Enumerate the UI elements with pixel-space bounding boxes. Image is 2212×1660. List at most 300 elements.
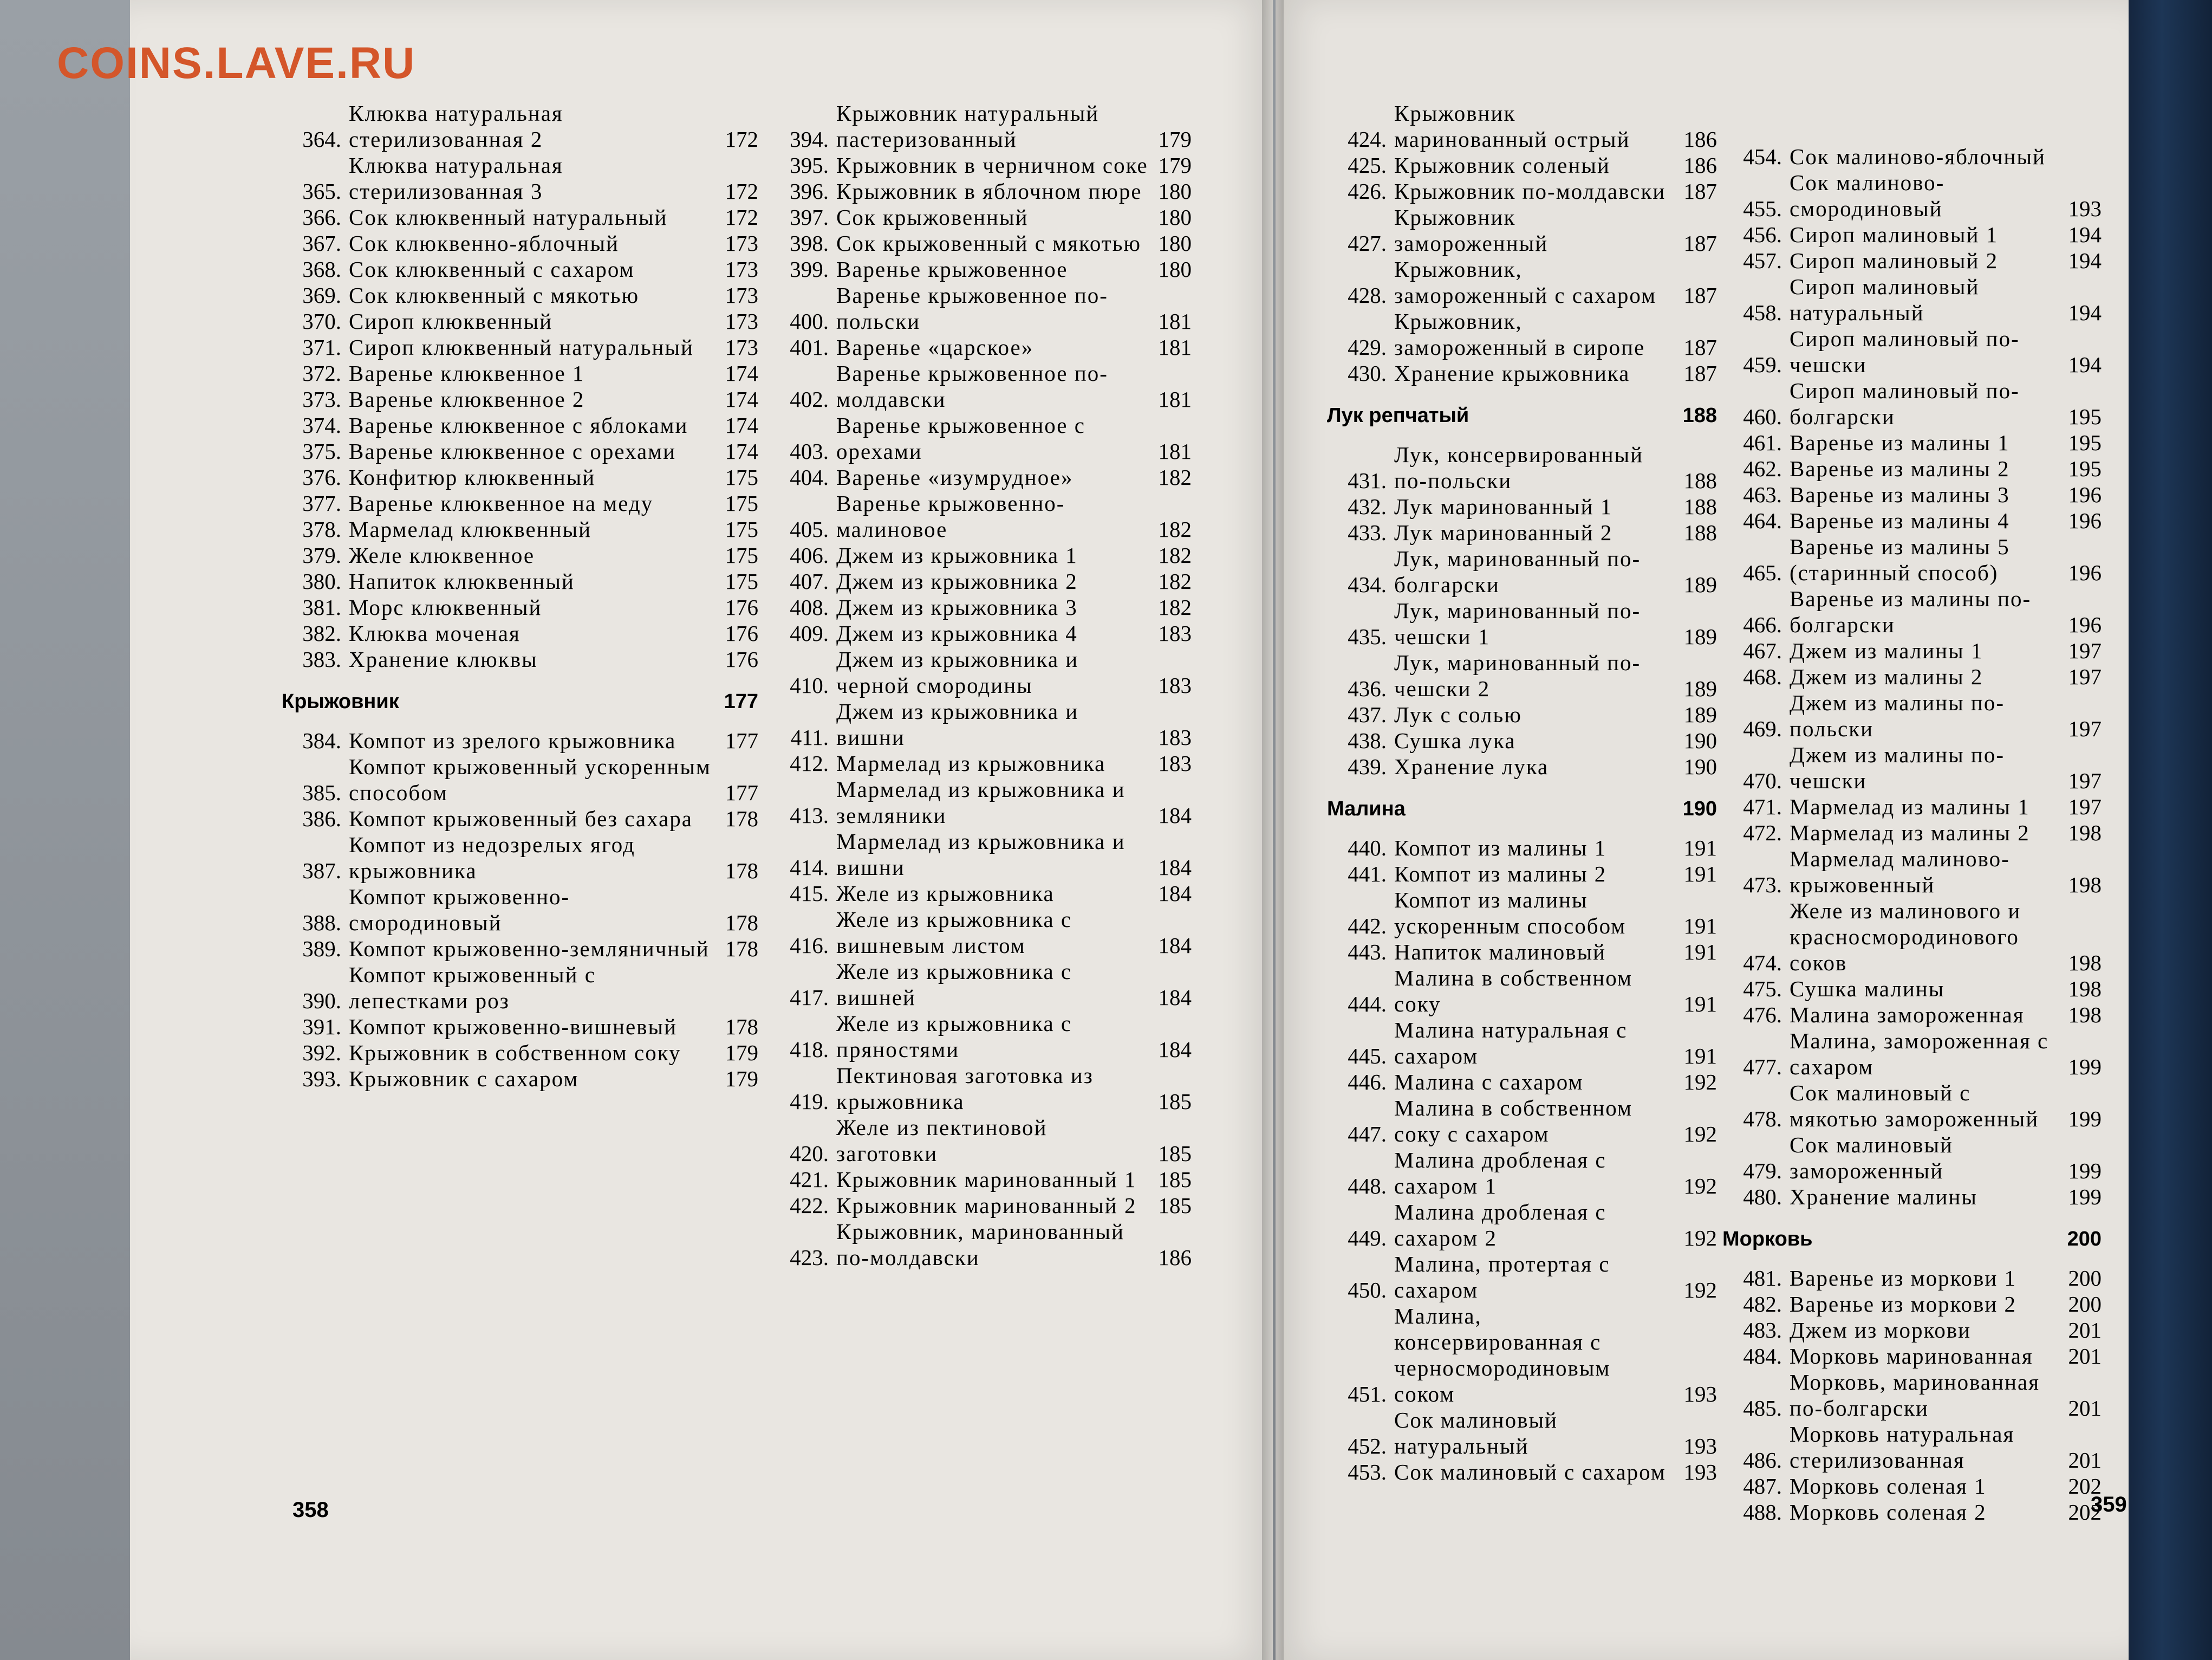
toc-entry bbox=[1722, 1343, 2102, 1369]
entry-number: 484. bbox=[1743, 1344, 1782, 1369]
entry-number: 488. bbox=[1743, 1500, 1782, 1525]
toc-entry bbox=[1722, 482, 2102, 508]
entry-number: 485. bbox=[1743, 1396, 1782, 1421]
toc-entry bbox=[282, 728, 758, 754]
section-page: 177 bbox=[724, 690, 758, 713]
toc-entry bbox=[282, 1066, 758, 1092]
entry-page: 184 bbox=[1158, 803, 1192, 828]
entry-page: 195 bbox=[2068, 430, 2102, 455]
entry-title: Сок крыжовенный bbox=[836, 205, 1029, 230]
entry-title: Сок клюквенный натуральный bbox=[349, 205, 668, 230]
entry-number: 375. bbox=[302, 439, 341, 464]
entry-number: 458. bbox=[1743, 300, 1782, 325]
entry-number: 393. bbox=[302, 1066, 341, 1091]
entry-page: 183 bbox=[1158, 621, 1192, 646]
entry-number: 374. bbox=[302, 413, 341, 438]
entry-page: 196 bbox=[2068, 612, 2102, 637]
toc-entry bbox=[769, 958, 1192, 1010]
toc-entry bbox=[769, 464, 1192, 490]
entry-page: 183 bbox=[1158, 725, 1192, 750]
entry-number: 377. bbox=[302, 491, 341, 516]
entry-title: Компот из малины 2 bbox=[1394, 861, 1607, 886]
entry-number: 451. bbox=[1348, 1382, 1387, 1406]
entry-title: Крыжовник в собственном соку bbox=[349, 1040, 681, 1065]
entry-title: Джем из крыжовника 4 bbox=[836, 621, 1078, 646]
toc-entry bbox=[1722, 664, 2102, 690]
entry-title: Клюква натуральная стерилизованная 3 bbox=[349, 153, 563, 204]
entry-title: Джем из малины 2 bbox=[1790, 664, 1983, 689]
toc-column-4 bbox=[1722, 144, 2102, 1525]
toc-entry bbox=[282, 152, 758, 204]
entry-page: 175 bbox=[725, 465, 758, 490]
entry-page: 184 bbox=[1158, 881, 1192, 906]
entry-page: 181 bbox=[1158, 309, 1192, 334]
entry-title: Варенье крыжовенное по-польски bbox=[836, 283, 1108, 334]
entry-page: 202 bbox=[2068, 1500, 2102, 1525]
toc-entry bbox=[282, 542, 758, 568]
entry-number: 461. bbox=[1743, 430, 1782, 455]
entry-number: 394. bbox=[790, 127, 829, 152]
entry-title: Мармелад из крыжовника bbox=[836, 751, 1106, 776]
entry-title: Крыжовник маринованный острый bbox=[1394, 101, 1630, 152]
entry-title: Малина дробленая с сахаром 1 bbox=[1394, 1147, 1606, 1198]
entry-title: Крыжовник по-молдавски bbox=[1394, 179, 1666, 204]
entry-title: Джем из малины по-чешски bbox=[1790, 742, 2005, 793]
entry-page: 198 bbox=[2068, 976, 2102, 1001]
entry-number: 425. bbox=[1348, 153, 1387, 178]
entry-number: 472. bbox=[1743, 820, 1782, 845]
toc-entry bbox=[1722, 1421, 2102, 1473]
entry-page: 184 bbox=[1158, 1037, 1192, 1062]
toc-entry bbox=[769, 776, 1192, 828]
entry-title: Сок малиновый натуральный bbox=[1394, 1408, 1558, 1458]
entry-page: 197 bbox=[2068, 638, 2102, 663]
entry-page: 182 bbox=[1158, 465, 1192, 490]
toc-entry bbox=[282, 646, 758, 672]
toc-entry bbox=[1722, 248, 2102, 274]
entry-page: 198 bbox=[2068, 820, 2102, 845]
entry-title: Малина дробленая с сахаром 2 bbox=[1394, 1199, 1606, 1250]
entry-title: Лук с солью bbox=[1394, 702, 1522, 727]
entry-title: Мармелад малиново-крыжовенный bbox=[1790, 846, 2010, 897]
page-number-left: 358 bbox=[292, 1498, 329, 1522]
entry-page: 189 bbox=[1683, 572, 1717, 597]
entry-number: 476. bbox=[1743, 1002, 1782, 1027]
entry-number: 395. bbox=[790, 153, 829, 178]
entry-number: 421. bbox=[790, 1167, 829, 1192]
entry-title: Малина, протертая с сахаром bbox=[1394, 1252, 1610, 1302]
toc-entry bbox=[1722, 326, 2102, 378]
toc-entry bbox=[1327, 754, 1717, 780]
entry-number: 465. bbox=[1743, 560, 1782, 585]
entry-page: 193 bbox=[2068, 196, 2102, 221]
entry-title: Лук маринованный 2 bbox=[1394, 520, 1613, 545]
entry-page: 174 bbox=[725, 387, 758, 412]
entry-number: 406. bbox=[790, 543, 829, 568]
entry-page: 201 bbox=[2068, 1396, 2102, 1421]
toc-entry bbox=[1327, 887, 1717, 939]
entry-number: 416. bbox=[790, 933, 829, 958]
entry-number: 423. bbox=[790, 1245, 829, 1270]
entry-number: 452. bbox=[1348, 1434, 1387, 1458]
entry-page: 184 bbox=[1158, 855, 1192, 880]
entry-title: Малина в собственном соку с сахаром bbox=[1394, 1095, 1632, 1146]
entry-page: 177 bbox=[725, 728, 758, 753]
entry-title: Джем из малины 1 bbox=[1790, 638, 1983, 663]
entry-title: Малина замороженная bbox=[1790, 1002, 2025, 1027]
entry-title: Конфитюр клюквенный bbox=[349, 465, 596, 490]
entry-page: 193 bbox=[1683, 1382, 1717, 1406]
entry-number: 471. bbox=[1743, 794, 1782, 819]
entry-number: 411. bbox=[790, 725, 829, 750]
entry-title: Крыжовник натуральный пастеризованный bbox=[836, 101, 1100, 152]
entry-number: 412. bbox=[790, 751, 829, 776]
entry-page: 192 bbox=[1683, 1069, 1717, 1094]
entry-title: Варенье из моркови 2 bbox=[1790, 1292, 2017, 1317]
entry-page: 179 bbox=[725, 1040, 758, 1065]
entry-number: 403. bbox=[790, 439, 829, 464]
entry-page: 197 bbox=[2068, 664, 2102, 689]
entry-page: 197 bbox=[2068, 768, 2102, 793]
entry-title: Хранение клюквы bbox=[349, 647, 538, 672]
entry-number: 391. bbox=[302, 1014, 341, 1039]
entry-title: Желе из пектиновой заготовки bbox=[836, 1115, 1048, 1166]
entry-page: 196 bbox=[2068, 560, 2102, 585]
toc-entry bbox=[1327, 728, 1717, 754]
entry-page: 191 bbox=[1683, 835, 1717, 860]
entry-title: Джем из малины по-польски bbox=[1790, 690, 2005, 741]
entry-page: 186 bbox=[1158, 1245, 1192, 1270]
entry-number: 424. bbox=[1348, 127, 1387, 152]
entry-title: Варенье крыжовенное с орехами bbox=[836, 413, 1085, 464]
entry-number: 390. bbox=[302, 988, 341, 1013]
entry-title: Варенье из моркови 1 bbox=[1790, 1266, 2017, 1291]
entry-title: Крыжовник соленый bbox=[1394, 153, 1610, 178]
entry-title: Варенье крыжовенное bbox=[836, 257, 1068, 282]
entry-title: Варенье клюквенное 2 bbox=[349, 387, 585, 412]
toc-entry bbox=[282, 620, 758, 646]
toc-entry bbox=[1327, 1095, 1717, 1147]
book-spine bbox=[2129, 0, 2212, 1660]
entry-number: 408. bbox=[790, 595, 829, 620]
entry-title: Сироп клюквенный натуральный bbox=[349, 335, 694, 360]
entry-title: Крыжовник, замороженный в сиропе bbox=[1394, 309, 1645, 360]
entry-title: Хранение лука bbox=[1394, 754, 1549, 779]
toc-entry bbox=[1722, 1080, 2102, 1132]
entry-page: 197 bbox=[2068, 794, 2102, 819]
toc-entry bbox=[1327, 835, 1717, 861]
entry-number: 415. bbox=[790, 881, 829, 906]
entry-page: 198 bbox=[2068, 872, 2102, 897]
entry-page: 187 bbox=[1683, 283, 1717, 308]
toc-entry bbox=[769, 750, 1192, 776]
entry-number: 426. bbox=[1348, 179, 1387, 204]
entry-title: Сок клюквенно-яблочный bbox=[349, 231, 619, 256]
toc-entry bbox=[1722, 638, 2102, 664]
toc-entry bbox=[1327, 256, 1717, 308]
entry-number: 487. bbox=[1743, 1474, 1782, 1499]
entry-number: 383. bbox=[302, 647, 341, 672]
entry-title: Мармелад из крыжовника и земляники bbox=[836, 777, 1125, 828]
entry-number: 449. bbox=[1348, 1225, 1387, 1250]
entry-title: Компот крыжовенный без сахара bbox=[349, 806, 693, 831]
entry-page: 178 bbox=[725, 806, 758, 831]
entry-title: Компот крыжовенный с лепестками роз bbox=[349, 962, 596, 1013]
toc-entry bbox=[1327, 598, 1717, 650]
entry-title: Напиток клюквенный bbox=[349, 569, 575, 594]
entry-number: 399. bbox=[790, 257, 829, 282]
entry-page: 194 bbox=[2068, 248, 2102, 273]
entry-page: 184 bbox=[1158, 933, 1192, 958]
entry-page: 198 bbox=[2068, 950, 2102, 975]
entry-page: 178 bbox=[725, 936, 758, 961]
entry-page: 187 bbox=[1683, 335, 1717, 360]
entry-page: 172 bbox=[725, 205, 758, 230]
entry-number: 401. bbox=[790, 335, 829, 360]
entry-number: 392. bbox=[302, 1040, 341, 1065]
toc-entry bbox=[769, 490, 1192, 542]
entry-number: 381. bbox=[302, 595, 341, 620]
entry-title: Малина, замороженная с сахаром bbox=[1790, 1028, 2049, 1079]
toc-entry bbox=[1722, 378, 2102, 430]
section-page: 200 bbox=[2067, 1228, 2102, 1250]
toc-entry bbox=[1327, 360, 1717, 386]
entry-page: 196 bbox=[2068, 508, 2102, 533]
entry-title: Варенье клюквенное с яблоками bbox=[349, 413, 688, 438]
toc-entry bbox=[1327, 939, 1717, 965]
page-number-right: 359 bbox=[2091, 1493, 2127, 1516]
section-title: Крыжовник bbox=[282, 690, 399, 713]
entry-number: 467. bbox=[1743, 638, 1782, 663]
entry-page: 178 bbox=[725, 910, 758, 935]
toc-entry bbox=[769, 1114, 1192, 1166]
entry-title: Сушка малины bbox=[1790, 976, 1945, 1001]
entry-number: 440. bbox=[1348, 835, 1387, 860]
toc-entry bbox=[282, 386, 758, 412]
toc-entry bbox=[1327, 1147, 1717, 1199]
toc-entry bbox=[1722, 1132, 2102, 1184]
entry-number: 433. bbox=[1348, 520, 1387, 545]
entry-number: 430. bbox=[1348, 361, 1387, 386]
entry-title: Джем из крыжовника и вишни bbox=[836, 699, 1079, 750]
entry-number: 486. bbox=[1743, 1448, 1782, 1473]
entry-page: 190 bbox=[1683, 728, 1717, 753]
toc-entry bbox=[1327, 702, 1717, 728]
entry-page: 181 bbox=[1158, 439, 1192, 464]
entry-number: 456. bbox=[1743, 222, 1782, 247]
entry-number: 417. bbox=[790, 985, 829, 1010]
entry-title: Варенье из малины 5 (старинный способ) bbox=[1790, 534, 2010, 585]
entry-number: 366. bbox=[302, 205, 341, 230]
entry-title: Морковь, маринованная по-болгарски bbox=[1790, 1370, 2040, 1421]
entry-page: 176 bbox=[725, 621, 758, 646]
entry-page: 201 bbox=[2068, 1448, 2102, 1473]
entry-page: 202 bbox=[2068, 1474, 2102, 1499]
entry-number: 409. bbox=[790, 621, 829, 646]
entry-title: Варенье из малины 3 bbox=[1790, 482, 2010, 507]
toc-column-2 bbox=[769, 100, 1192, 1270]
entry-number: 388. bbox=[302, 910, 341, 935]
entry-number: 447. bbox=[1348, 1121, 1387, 1146]
entry-page: 195 bbox=[2068, 456, 2102, 481]
entry-title: Компот крыжовенно-смородиновый bbox=[349, 884, 570, 935]
entry-title: Крыжовник маринованный 2 bbox=[836, 1193, 1137, 1218]
entry-number: 379. bbox=[302, 543, 341, 568]
entry-page: 187 bbox=[1683, 361, 1717, 386]
entry-page: 192 bbox=[1683, 1173, 1717, 1198]
entry-title: Варенье из малины по-болгарски bbox=[1790, 586, 2032, 637]
entry-number: 459. bbox=[1743, 352, 1782, 377]
entry-page: 200 bbox=[2068, 1266, 2102, 1291]
entry-number: 454. bbox=[1743, 144, 1782, 169]
entry-page: 199 bbox=[2068, 1054, 2102, 1079]
toc-entry bbox=[769, 568, 1192, 594]
entry-page: 186 bbox=[1683, 127, 1717, 152]
toc-entry bbox=[282, 594, 758, 620]
entry-title: Морковь соленая 1 bbox=[1790, 1474, 1987, 1499]
entry-number: 378. bbox=[302, 517, 341, 542]
toc-entry bbox=[1722, 898, 2102, 976]
entry-number: 468. bbox=[1743, 664, 1782, 689]
entry-page: 175 bbox=[725, 543, 758, 568]
toc-entry bbox=[1327, 100, 1717, 152]
toc-entry bbox=[1722, 222, 2102, 248]
entry-page: 178 bbox=[725, 1014, 758, 1039]
entry-number: 404. bbox=[790, 465, 829, 490]
toc-entry bbox=[1722, 846, 2102, 898]
entry-number: 463. bbox=[1743, 482, 1782, 507]
entry-title: Морс клюквенный bbox=[349, 595, 542, 620]
entry-number: 420. bbox=[790, 1141, 829, 1166]
toc-entry bbox=[1327, 650, 1717, 702]
toc-entry bbox=[1722, 1291, 2102, 1317]
entry-number: 464. bbox=[1743, 508, 1782, 533]
toc-entry bbox=[282, 334, 758, 360]
entry-title: Сок крыжовенный с мякотью bbox=[836, 231, 1142, 256]
toc-entry bbox=[1722, 820, 2102, 846]
toc-entry bbox=[282, 1040, 758, 1066]
toc-entry bbox=[1327, 1017, 1717, 1069]
entry-title: Желе из крыжовника bbox=[836, 881, 1055, 906]
entry-page: 193 bbox=[1683, 1434, 1717, 1458]
section-title: Лук репчатый bbox=[1327, 404, 1469, 427]
entry-page: 175 bbox=[725, 517, 758, 542]
entry-title: Варенье «царское» bbox=[836, 335, 1034, 360]
section-page: 188 bbox=[1682, 404, 1717, 427]
entry-title: Варенье клюквенное 1 bbox=[349, 361, 585, 386]
toc-entry bbox=[769, 178, 1192, 204]
entry-title: Морковь соленая 2 bbox=[1790, 1500, 1987, 1525]
entry-page: 173 bbox=[725, 283, 758, 308]
entry-page: 189 bbox=[1683, 624, 1717, 649]
entry-page: 185 bbox=[1158, 1193, 1192, 1218]
entry-title: Крыжовник в яблочном пюре bbox=[836, 179, 1142, 204]
entry-title: Крыжовник с сахаром bbox=[349, 1066, 579, 1091]
entry-page: 190 bbox=[1683, 754, 1717, 779]
toc-entry bbox=[769, 880, 1192, 906]
entry-title: Крыжовник, замороженный с сахаром bbox=[1394, 257, 1657, 308]
entry-number: 477. bbox=[1743, 1054, 1782, 1079]
toc-entry bbox=[769, 100, 1192, 152]
entry-number: 407. bbox=[790, 569, 829, 594]
entry-title: Сок малиново-яблочный bbox=[1790, 144, 2046, 169]
toc-entry bbox=[1722, 1002, 2102, 1028]
entry-title: Компот крыжовенно-земляничный bbox=[349, 936, 710, 961]
entry-page: 195 bbox=[2068, 404, 2102, 429]
entry-number: 384. bbox=[302, 728, 341, 753]
entry-page: 173 bbox=[725, 257, 758, 282]
entry-page: 182 bbox=[1158, 543, 1192, 568]
entry-page: 184 bbox=[1158, 985, 1192, 1010]
entry-page: 179 bbox=[1158, 153, 1192, 178]
entry-number: 482. bbox=[1743, 1292, 1782, 1317]
entry-number: 453. bbox=[1348, 1460, 1387, 1484]
toc-entry bbox=[282, 308, 758, 334]
toc-entry bbox=[1327, 178, 1717, 204]
entry-number: 480. bbox=[1743, 1184, 1782, 1209]
toc-entry bbox=[769, 282, 1192, 334]
toc-entry bbox=[1327, 204, 1717, 256]
entry-number: 429. bbox=[1348, 335, 1387, 360]
entry-page: 199 bbox=[2068, 1106, 2102, 1131]
toc-entry bbox=[1722, 534, 2102, 586]
entry-page: 188 bbox=[1683, 494, 1717, 519]
entry-title: Морковь маринованная bbox=[1790, 1344, 2033, 1369]
entry-page: 176 bbox=[725, 647, 758, 672]
toc-entry bbox=[1722, 1369, 2102, 1421]
entry-title: Джем из моркови bbox=[1790, 1318, 1972, 1343]
entry-number: 460. bbox=[1743, 404, 1782, 429]
toc-entry bbox=[769, 828, 1192, 880]
entry-number: 438. bbox=[1348, 728, 1387, 753]
entry-page: 196 bbox=[2068, 482, 2102, 507]
entry-page: 174 bbox=[725, 413, 758, 438]
toc-entry bbox=[1722, 456, 2102, 482]
toc-entry bbox=[1722, 690, 2102, 742]
entry-number: 466. bbox=[1743, 612, 1782, 637]
entry-title: Компот из недозрелых ягод крыжовника bbox=[349, 832, 635, 883]
entry-page: 175 bbox=[725, 569, 758, 594]
entry-number: 380. bbox=[302, 569, 341, 594]
entry-page: 201 bbox=[2068, 1318, 2102, 1343]
toc-entry bbox=[1722, 1317, 2102, 1343]
entry-page: 194 bbox=[2068, 300, 2102, 325]
entry-number: 474. bbox=[1743, 950, 1782, 975]
toc-entry bbox=[282, 490, 758, 516]
entry-page: 199 bbox=[2068, 1158, 2102, 1183]
toc-entry bbox=[1722, 1499, 2102, 1525]
entry-title: Компот из зрелого крыжовника bbox=[349, 728, 676, 753]
toc-entry bbox=[769, 412, 1192, 464]
entry-number: 386. bbox=[302, 806, 341, 831]
entry-number: 385. bbox=[302, 780, 341, 805]
entry-title: Напиток малиновый bbox=[1394, 939, 1606, 964]
toc-column-3 bbox=[1327, 100, 1717, 1485]
entry-page: 174 bbox=[725, 439, 758, 464]
toc-entry bbox=[282, 282, 758, 308]
entry-number: 455. bbox=[1743, 196, 1782, 221]
entry-number: 367. bbox=[302, 231, 341, 256]
entry-number: 387. bbox=[302, 858, 341, 883]
entry-number: 371. bbox=[302, 335, 341, 360]
entry-title: Джем из крыжовника 2 bbox=[836, 569, 1078, 594]
entry-title: Желе из крыжовника с вишней bbox=[836, 959, 1072, 1010]
entry-page: 181 bbox=[1158, 387, 1192, 412]
entry-title: Лук, маринованный по-болгарски bbox=[1394, 546, 1641, 597]
entry-title: Сок малиновый с сахаром bbox=[1394, 1460, 1666, 1484]
toc-entry bbox=[769, 360, 1192, 412]
toc-entry bbox=[282, 464, 758, 490]
